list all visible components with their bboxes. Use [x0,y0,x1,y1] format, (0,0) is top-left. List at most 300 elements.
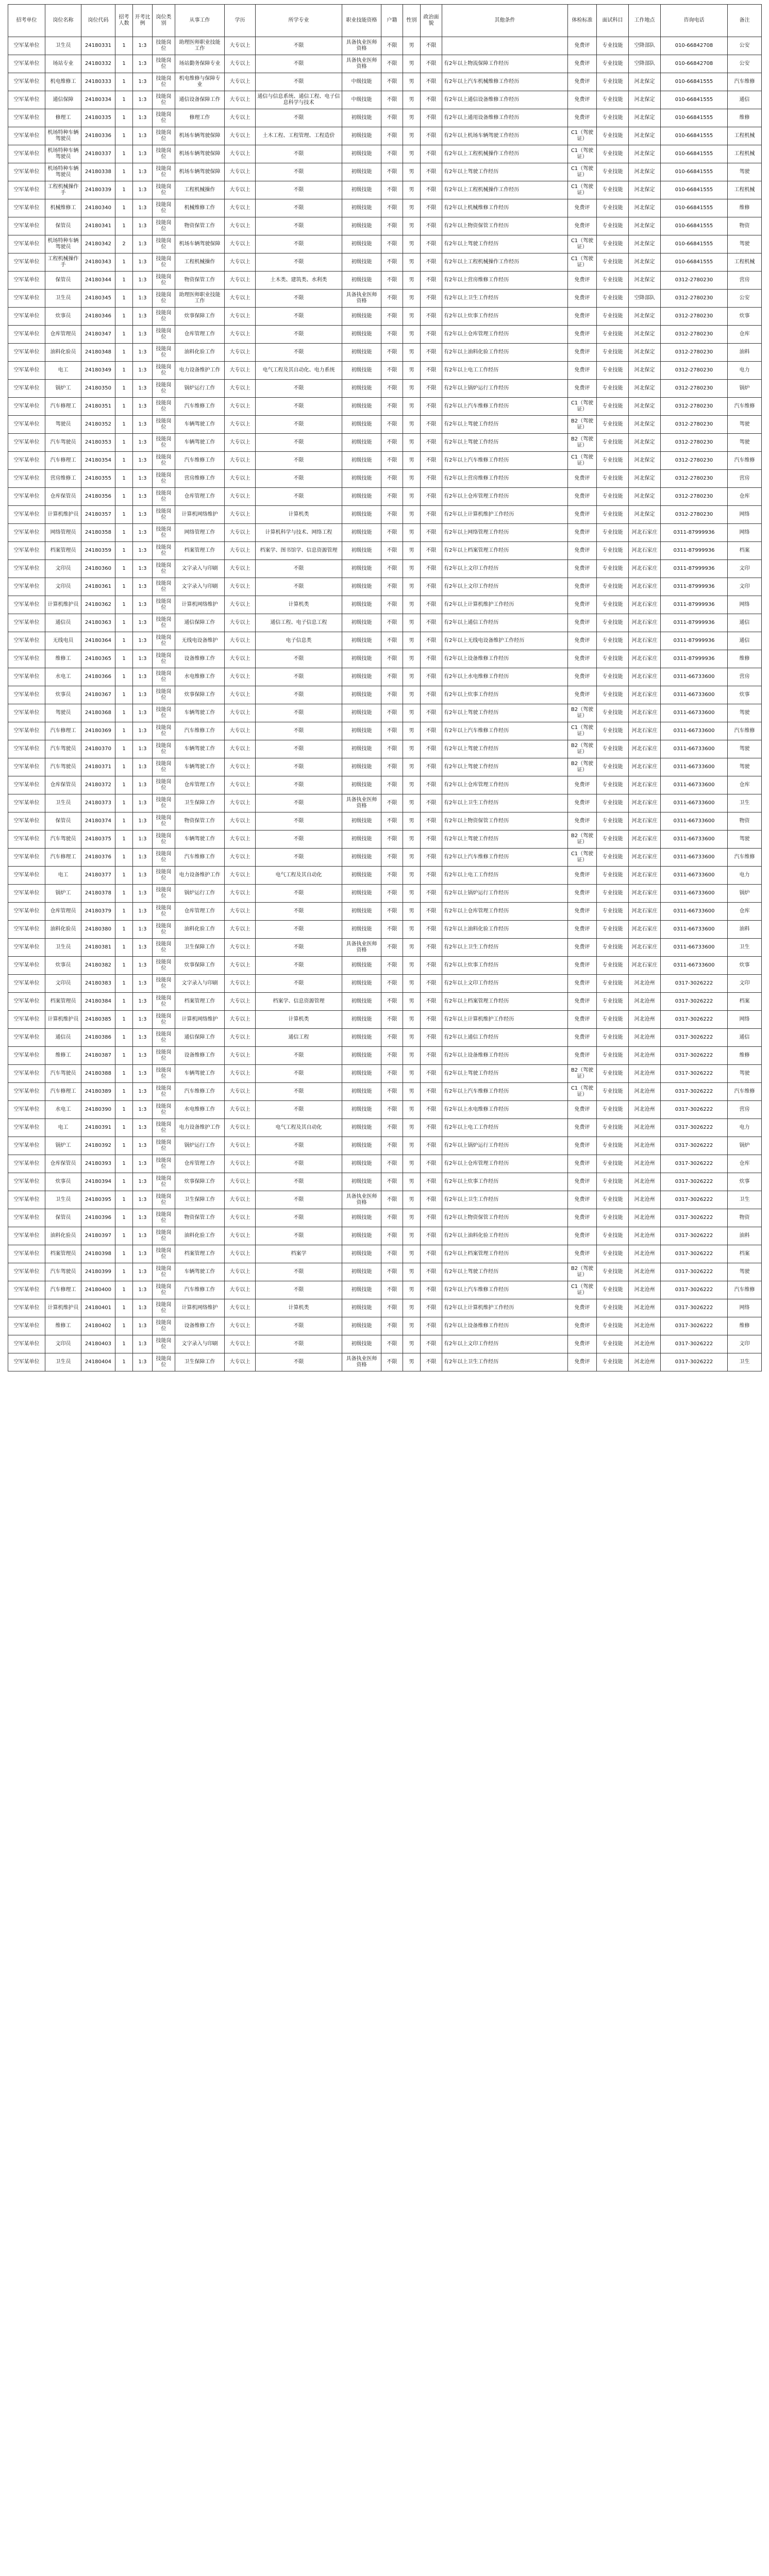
table-row [8,686,762,704]
table-cell: 河北石家庄 [629,650,661,668]
table-cell: 男 [403,668,421,686]
table-cell: 010-66841555 [661,163,728,181]
table-cell: 空军某单位 [8,957,45,975]
table-cell: 空军某单位 [8,73,45,91]
table-cell: 专业技能 [597,1155,629,1173]
table-cell: 有2年以上油料化验工作经历 [442,1227,568,1245]
table-cell: 专业技能 [597,398,629,416]
table-cell: 1 [115,145,133,163]
table-cell: 1:3 [133,253,153,272]
table-cell: 河北沧州 [629,1227,661,1245]
table-cell: 010-66841555 [661,127,728,145]
table-cell: 不限 [256,488,342,506]
table-cell: 0312-2780230 [661,452,728,470]
table-cell: 大专以上 [225,1209,256,1227]
table-cell: 卫生 [728,794,762,812]
table-cell: 有2年以上仓库管理工作经历 [442,903,568,921]
table-row [8,1137,762,1155]
table-cell: 不限 [421,939,442,957]
table-cell: 不限 [421,849,442,867]
table-cell: 河北沧州 [629,1299,661,1317]
table-cell: 男 [403,380,421,398]
table-cell: 空军某单位 [8,542,45,560]
table-cell: 不限 [421,416,442,434]
table-cell: 男 [403,794,421,812]
table-row [8,650,762,668]
table-cell: 大专以上 [225,217,256,235]
table-cell: 不限 [381,452,403,470]
table-cell: 大专以上 [225,109,256,127]
table-row [8,794,762,812]
table-cell: 空军某单位 [8,1155,45,1173]
table-cell: 不限 [421,794,442,812]
table-cell: 物资保管工作 [175,217,225,235]
table-cell: 驾驶 [728,704,762,722]
table-cell: 空降部队 [629,55,661,73]
table-cell: 空军某单位 [8,1173,45,1191]
table-cell: 男 [403,344,421,362]
table-cell: 1:3 [133,452,153,470]
table-cell: 技能岗位 [153,650,175,668]
table-cell: 技能岗位 [153,524,175,542]
table-cell: 技能岗位 [153,272,175,290]
table-cell: 工程机械 [728,127,762,145]
table-cell: 不限 [421,975,442,993]
table-cell: 技能岗位 [153,1083,175,1101]
table-cell: 修理工 [45,109,81,127]
table-cell: 不限 [381,885,403,903]
table-cell: 技能岗位 [153,1227,175,1245]
table-cell: 不限 [421,1281,442,1299]
table-row [8,326,762,344]
table-cell: 24180368 [81,704,115,722]
table-cell: 电工 [45,362,81,380]
table-cell: 专业技能 [597,290,629,308]
table-cell: 河北保定 [629,217,661,235]
table-cell: 不限 [421,1209,442,1227]
table-cell: 专业技能 [597,1101,629,1119]
table-cell: 1 [115,1137,133,1155]
table-cell: 不限 [421,704,442,722]
table-cell: 大专以上 [225,542,256,560]
table-cell: 男 [403,362,421,380]
position-table [8,4,762,1371]
table-row [8,199,762,217]
table-cell: 24180359 [81,542,115,560]
table-cell: 不限 [381,1299,403,1317]
table-cell: 助理医师职业技能工作 [175,37,225,55]
table-cell: 机场特种车辆驾驶员 [45,145,81,163]
table-row [8,1101,762,1119]
table-row [8,596,762,614]
table-cell: 具备执业医师资格 [342,290,381,308]
table-cell: 河北石家庄 [629,560,661,578]
table-cell: 不限 [381,1029,403,1047]
table-cell: 河北石家庄 [629,867,661,885]
table-cell: 24180390 [81,1101,115,1119]
table-cell: 0312-2780230 [661,326,728,344]
table-cell: 24180383 [81,975,115,993]
table-cell: 24180375 [81,831,115,849]
table-cell: 有2年以上驾驶工作经历 [442,740,568,758]
table-cell: 24180365 [81,650,115,668]
table-cell: 男 [403,1299,421,1317]
table-cell: 初级技能 [342,758,381,776]
table-cell: 1:3 [133,686,153,704]
table-cell: 不限 [381,380,403,398]
table-cell: 河北保定 [629,109,661,127]
table-cell: 男 [403,1101,421,1119]
table-cell: 河北沧州 [629,1281,661,1299]
table-cell: C1（驾驶证） [568,1281,597,1299]
table-cell: 专业技能 [597,975,629,993]
table-cell: 空军某单位 [8,1101,45,1119]
table-cell: 空军某单位 [8,812,45,831]
table-cell: 大专以上 [225,867,256,885]
table-cell: 初级技能 [342,650,381,668]
table-cell: 不限 [256,1047,342,1065]
table-cell: 1 [115,253,133,272]
table-cell: 专业技能 [597,362,629,380]
table-cell: 计算机网络维护 [175,506,225,524]
table-cell: 土木类、建筑类、水利类 [256,272,342,290]
table-cell: 男 [403,163,421,181]
table-cell: 男 [403,1083,421,1101]
table-cell: 通信员 [45,614,81,632]
table-cell: 1 [115,199,133,217]
table-cell: 有2年以上卫生工作经历 [442,1353,568,1371]
table-cell: 专业技能 [597,145,629,163]
table-cell: 大专以上 [225,1011,256,1029]
table-cell: 免费评 [568,1245,597,1263]
table-cell: 初级技能 [342,272,381,290]
table-cell: 1:3 [133,993,153,1011]
table-cell: 大专以上 [225,812,256,831]
table-cell: 初级技能 [342,614,381,632]
table-cell: 不限 [421,560,442,578]
table-cell: 1 [115,867,133,885]
table-cell: 有2年以上驾驶工作经历 [442,235,568,253]
table-cell: 技能岗位 [153,398,175,416]
table-cell: 有2年以上驾驶工作经历 [442,1065,568,1083]
table-cell: 炊事员 [45,957,81,975]
table-cell: 大专以上 [225,704,256,722]
table-cell: 河北沧州 [629,1263,661,1281]
table-cell: 初级技能 [342,1299,381,1317]
table-cell: 0317-3026222 [661,1173,728,1191]
table-cell: 卫生员 [45,1353,81,1371]
table-cell: 1 [115,272,133,290]
table-cell: 专业技能 [597,272,629,290]
table-cell: 大专以上 [225,1335,256,1353]
table-cell: 汽车驾驶员 [45,831,81,849]
table-cell: 修理工作 [175,109,225,127]
table-cell: 空军某单位 [8,524,45,542]
table-cell: 大专以上 [225,885,256,903]
table-cell: 不限 [381,344,403,362]
table-cell: 不限 [421,957,442,975]
table-cell: 男 [403,109,421,127]
table-cell: 物资 [728,217,762,235]
table-cell: 专业技能 [597,650,629,668]
table-cell: 24180361 [81,578,115,596]
table-row [8,957,762,975]
table-cell: 文字录入与印刷 [175,560,225,578]
table-cell: 大专以上 [225,740,256,758]
table-cell: 不限 [421,1065,442,1083]
table-cell: 不限 [421,488,442,506]
table-cell: 有2年以上水电维修工作经历 [442,1101,568,1119]
table-cell: 技能岗位 [153,37,175,55]
table-cell: 专业技能 [597,55,629,73]
table-cell: 技能岗位 [153,1335,175,1353]
table-cell: 专业技能 [597,199,629,217]
table-cell: 不限 [421,452,442,470]
table-row [8,163,762,181]
table-cell: 免费评 [568,344,597,362]
table-cell: 机电维修工 [45,73,81,91]
table-cell: 技能岗位 [153,704,175,722]
table-cell: 无线电设备维护 [175,632,225,650]
table-cell: 不限 [421,109,442,127]
table-cell: 技能岗位 [153,831,175,849]
table-cell: 网络 [728,1011,762,1029]
table-cell: 24180400 [81,1281,115,1299]
table-cell: 24180340 [81,199,115,217]
table-cell: 大专以上 [225,181,256,199]
table-cell: 大专以上 [225,957,256,975]
table-cell: 维修工 [45,1317,81,1335]
table-cell: 大专以上 [225,362,256,380]
table-cell: 专业技能 [597,1263,629,1281]
table-cell: 卫生保障工作 [175,1191,225,1209]
table-cell: 河北石家庄 [629,704,661,722]
table-cell: 油料化验员 [45,1227,81,1245]
table-row [8,1299,762,1317]
table-cell: 初级技能 [342,596,381,614]
table-cell: 1:3 [133,794,153,812]
table-cell: 不限 [421,524,442,542]
table-cell: 驾驶 [728,1065,762,1083]
table-cell: 专业技能 [597,308,629,326]
table-cell: 初级技能 [342,434,381,452]
table-cell: 空军某单位 [8,290,45,308]
table-cell: 有2年以上驾驶工作经历 [442,831,568,849]
column-header: 招考单位 [8,5,45,37]
table-cell: 1 [115,812,133,831]
table-cell: 河北保定 [629,506,661,524]
table-cell: 不限 [421,722,442,740]
table-cell: 男 [403,1065,421,1083]
table-cell: 不限 [256,812,342,831]
table-cell: 油料 [728,344,762,362]
table-cell: 免费评 [568,1209,597,1227]
table-cell: 免费评 [568,308,597,326]
table-cell: 0317-3026222 [661,993,728,1011]
table-cell: 仓库管理工作 [175,903,225,921]
table-cell: 河北沧州 [629,1173,661,1191]
table-cell: 24180403 [81,1335,115,1353]
table-cell: 1 [115,163,133,181]
table-row [8,253,762,272]
table-cell: 仓库管理员 [45,326,81,344]
table-cell: 专业技能 [597,1335,629,1353]
table-cell: 1:3 [133,235,153,253]
table-cell: 0312-2780230 [661,272,728,290]
table-cell: 通信 [728,614,762,632]
table-cell: 不限 [421,91,442,109]
table-cell: 技能岗位 [153,758,175,776]
table-cell: 1 [115,434,133,452]
table-cell: 河北保定 [629,199,661,217]
table-cell: 空军某单位 [8,1263,45,1281]
table-cell: 1:3 [133,127,153,145]
table-cell: 锅炉运行工作 [175,1137,225,1155]
table-row [8,849,762,867]
table-cell: 不限 [256,452,342,470]
table-cell: 免费评 [568,903,597,921]
table-cell: 1:3 [133,831,153,849]
table-cell: 免费评 [568,867,597,885]
table-cell: 1:3 [133,1281,153,1299]
table-cell: 专业技能 [597,921,629,939]
table-cell: 仓库 [728,326,762,344]
table-cell: 有2年以上水电维修工作经历 [442,668,568,686]
table-cell: 0311-87999936 [661,560,728,578]
table-cell: 不限 [256,380,342,398]
table-cell: 男 [403,290,421,308]
table-cell: 技能岗位 [153,867,175,885]
table-cell: 车辆驾驶工作 [175,434,225,452]
table-cell: 初级技能 [342,1119,381,1137]
table-cell: 24180401 [81,1299,115,1317]
table-cell: 有2年以上油料化验工作经历 [442,344,568,362]
table-cell: 专业技能 [597,596,629,614]
table-row [8,1227,762,1245]
column-header: 备注 [728,5,762,37]
table-cell: 工程机械操作 [175,253,225,272]
table-cell: 初级技能 [342,993,381,1011]
table-cell: 男 [403,145,421,163]
table-cell: 通信 [728,632,762,650]
table-cell: 初级技能 [342,1011,381,1029]
table-cell: 男 [403,1227,421,1245]
table-cell: 水电维修工作 [175,1101,225,1119]
table-cell: B2（驾驶证） [568,704,597,722]
table-cell: 24180402 [81,1317,115,1335]
table-cell: 24180345 [81,290,115,308]
table-cell: 不限 [381,416,403,434]
table-cell: 中级技能 [342,91,381,109]
table-cell: 24180331 [81,37,115,55]
table-cell: 专业技能 [597,560,629,578]
table-cell: 男 [403,831,421,849]
table-cell: 1:3 [133,1119,153,1137]
table-cell: 不限 [381,109,403,127]
table-cell: 有2年以上计算机维护工作经历 [442,1299,568,1317]
table-cell: 技能岗位 [153,181,175,199]
table-cell: 免费评 [568,578,597,596]
table-cell: 大专以上 [225,308,256,326]
table-cell: 专业技能 [597,812,629,831]
table-cell: 24180342 [81,235,115,253]
table-cell: C1（驾驶证） [568,181,597,199]
table-cell: 驾驶 [728,235,762,253]
table-cell: 车辆驾驶工作 [175,740,225,758]
table-cell: 免费评 [568,596,597,614]
table-cell: 大专以上 [225,993,256,1011]
table-cell: 机电维修与保障专业 [175,73,225,91]
table-cell: 24180347 [81,326,115,344]
table-cell: 男 [403,1263,421,1281]
table-cell: 24180387 [81,1047,115,1065]
table-cell: 专业技能 [597,1317,629,1335]
table-cell: 工程机械操作手 [45,181,81,199]
table-cell: 空军某单位 [8,831,45,849]
table-cell: 不限 [381,921,403,939]
table-cell: 24180369 [81,722,115,740]
table-cell: 不限 [381,1245,403,1263]
table-cell: 不限 [256,776,342,794]
table-cell: 24180388 [81,1065,115,1083]
table-cell: 1:3 [133,55,153,73]
table-cell: 1:3 [133,1065,153,1083]
table-cell: 技能岗位 [153,903,175,921]
table-cell: 男 [403,939,421,957]
table-cell: 1:3 [133,1227,153,1245]
table-cell: 1:3 [133,776,153,794]
table-cell: 1 [115,794,133,812]
table-cell: 不限 [421,217,442,235]
table-cell: 有2年以上物资保管工作经历 [442,217,568,235]
table-cell: 0317-3026222 [661,1317,728,1335]
table-cell: 档案管理工作 [175,542,225,560]
table-cell: 不限 [381,181,403,199]
table-cell: 档案学 [256,1245,342,1263]
table-cell: 汽车维修 [728,452,762,470]
table-cell: 卫生员 [45,939,81,957]
table-cell: 1:3 [133,1101,153,1119]
table-cell [442,37,568,55]
table-cell: 不限 [256,831,342,849]
table-row [8,758,762,776]
table-cell: 技能岗位 [153,686,175,704]
table-cell: 24180397 [81,1227,115,1245]
table-cell: 男 [403,1281,421,1299]
table-row [8,1047,762,1065]
table-cell: 河北石家庄 [629,849,661,867]
table-cell: 不限 [381,1281,403,1299]
table-cell: 有2年以上电工工作经历 [442,867,568,885]
table-cell: 大专以上 [225,1101,256,1119]
table-cell: 24180362 [81,596,115,614]
table-cell: 通信设备保障工作 [175,91,225,109]
table-cell: 不限 [381,1137,403,1155]
table-cell: 仓库管理工作 [175,1155,225,1173]
table-cell: 技能岗位 [153,1209,175,1227]
table-cell: 大专以上 [225,686,256,704]
table-cell: 1:3 [133,109,153,127]
table-cell: 24180356 [81,488,115,506]
table-cell: 空军某单位 [8,1119,45,1137]
table-cell: 空军某单位 [8,849,45,867]
table-cell: 0311-87999936 [661,614,728,632]
table-cell: 不限 [381,867,403,885]
table-cell: 免费评 [568,1335,597,1353]
table-cell: 1:3 [133,434,153,452]
table-cell: 驾驶员 [45,416,81,434]
table-cell: 技能岗位 [153,1299,175,1317]
